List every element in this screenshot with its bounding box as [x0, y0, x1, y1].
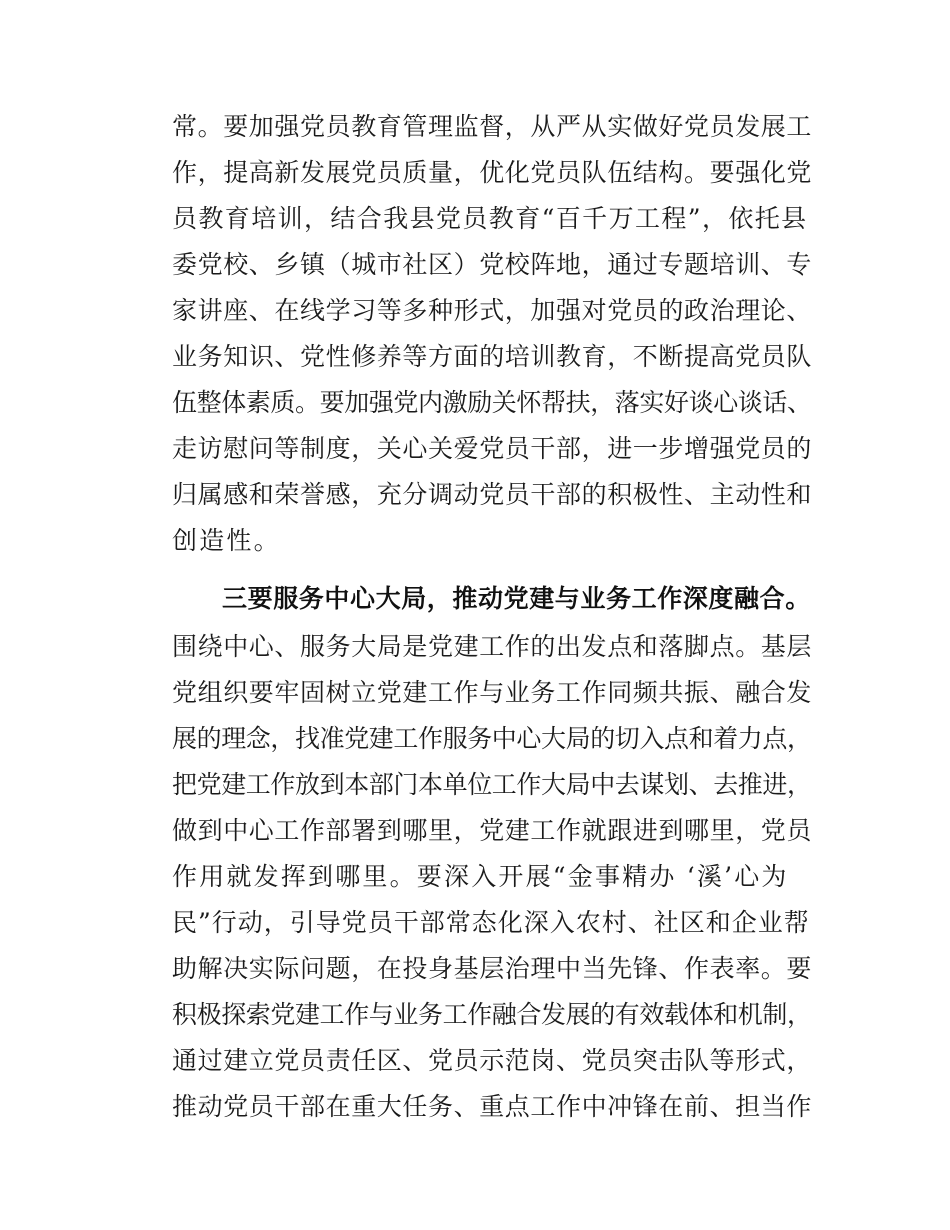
text-line: 通过建立党员责任区、党员示范岗、党员突击队等形式， [172, 1046, 813, 1075]
text-line: 业务知识、党性修养等方面的培训教育，不断提高党员队 [172, 342, 813, 371]
section-paragraph [172, 574, 812, 1130]
text-line: 归属感和荣誉感，充分调动党员干部的积极性、主动性和 [172, 480, 813, 509]
text-line: 做到中心工作部署到哪里，党建工作就跟进到哪里，党员 [172, 816, 813, 845]
text-line: 员教育培训，结合我县党员教育“百千万工程”，依托县 [172, 204, 808, 233]
text-line: 伍整体素质。要加强党内激励关怀帮扶，落实好谈心谈话、 [172, 388, 812, 417]
text-line: 展的理念，找准党建工作服务中心大局的切入点和着力点， [172, 724, 812, 753]
text-line: 把党建工作放到本部门本单位工作大局中去谋划、去推进， [172, 770, 812, 799]
text-line: 委党校、乡镇（城市社区）党校阵地，通过专题培训、专 [172, 250, 813, 279]
text-line: 作，提高新发展党员质量，优化党员队伍结构。要强化党 [172, 158, 813, 187]
text-line: 创造性。 [172, 526, 281, 555]
section-heading: 三要服务中心大局，推动党建与业务工作深度融合。 [222, 584, 811, 613]
text-line: 积极探索党建工作与业务工作融合发展的有效载体和机制， [172, 1000, 812, 1029]
text-line: 围绕中心、服务大局是党建工作的出发点和落脚点。基层 [172, 632, 813, 661]
text-line: 推动党员干部在重大任务、重点工作中冲锋在前、担当作 [172, 1092, 813, 1121]
text-line: 走访慰问等制度，关心关爱党员干部，进一步增强党员的 [172, 434, 813, 463]
document-body [172, 104, 812, 1130]
text-line: 常。要加强党员教育管理监督，从严从实做好党员发展工 [172, 112, 813, 141]
text-line: 作用就发挥到哪里。要深入开展“金事精办 ‘溪’心为 [172, 862, 789, 891]
text-line: 助解决实际问题，在投身基层治理中当先锋、作表率。要 [172, 954, 813, 983]
text-line: 党组织要牢固树立党建工作与业务工作同频共振、融合发 [172, 678, 813, 707]
text-line: 家讲座、在线学习等多种形式，加强对党员的政治理论、 [172, 296, 813, 325]
text-line: 民”行动，引导党员干部常态化深入农村、社区和企业帮 [172, 908, 810, 937]
paragraph-continued [172, 104, 812, 564]
